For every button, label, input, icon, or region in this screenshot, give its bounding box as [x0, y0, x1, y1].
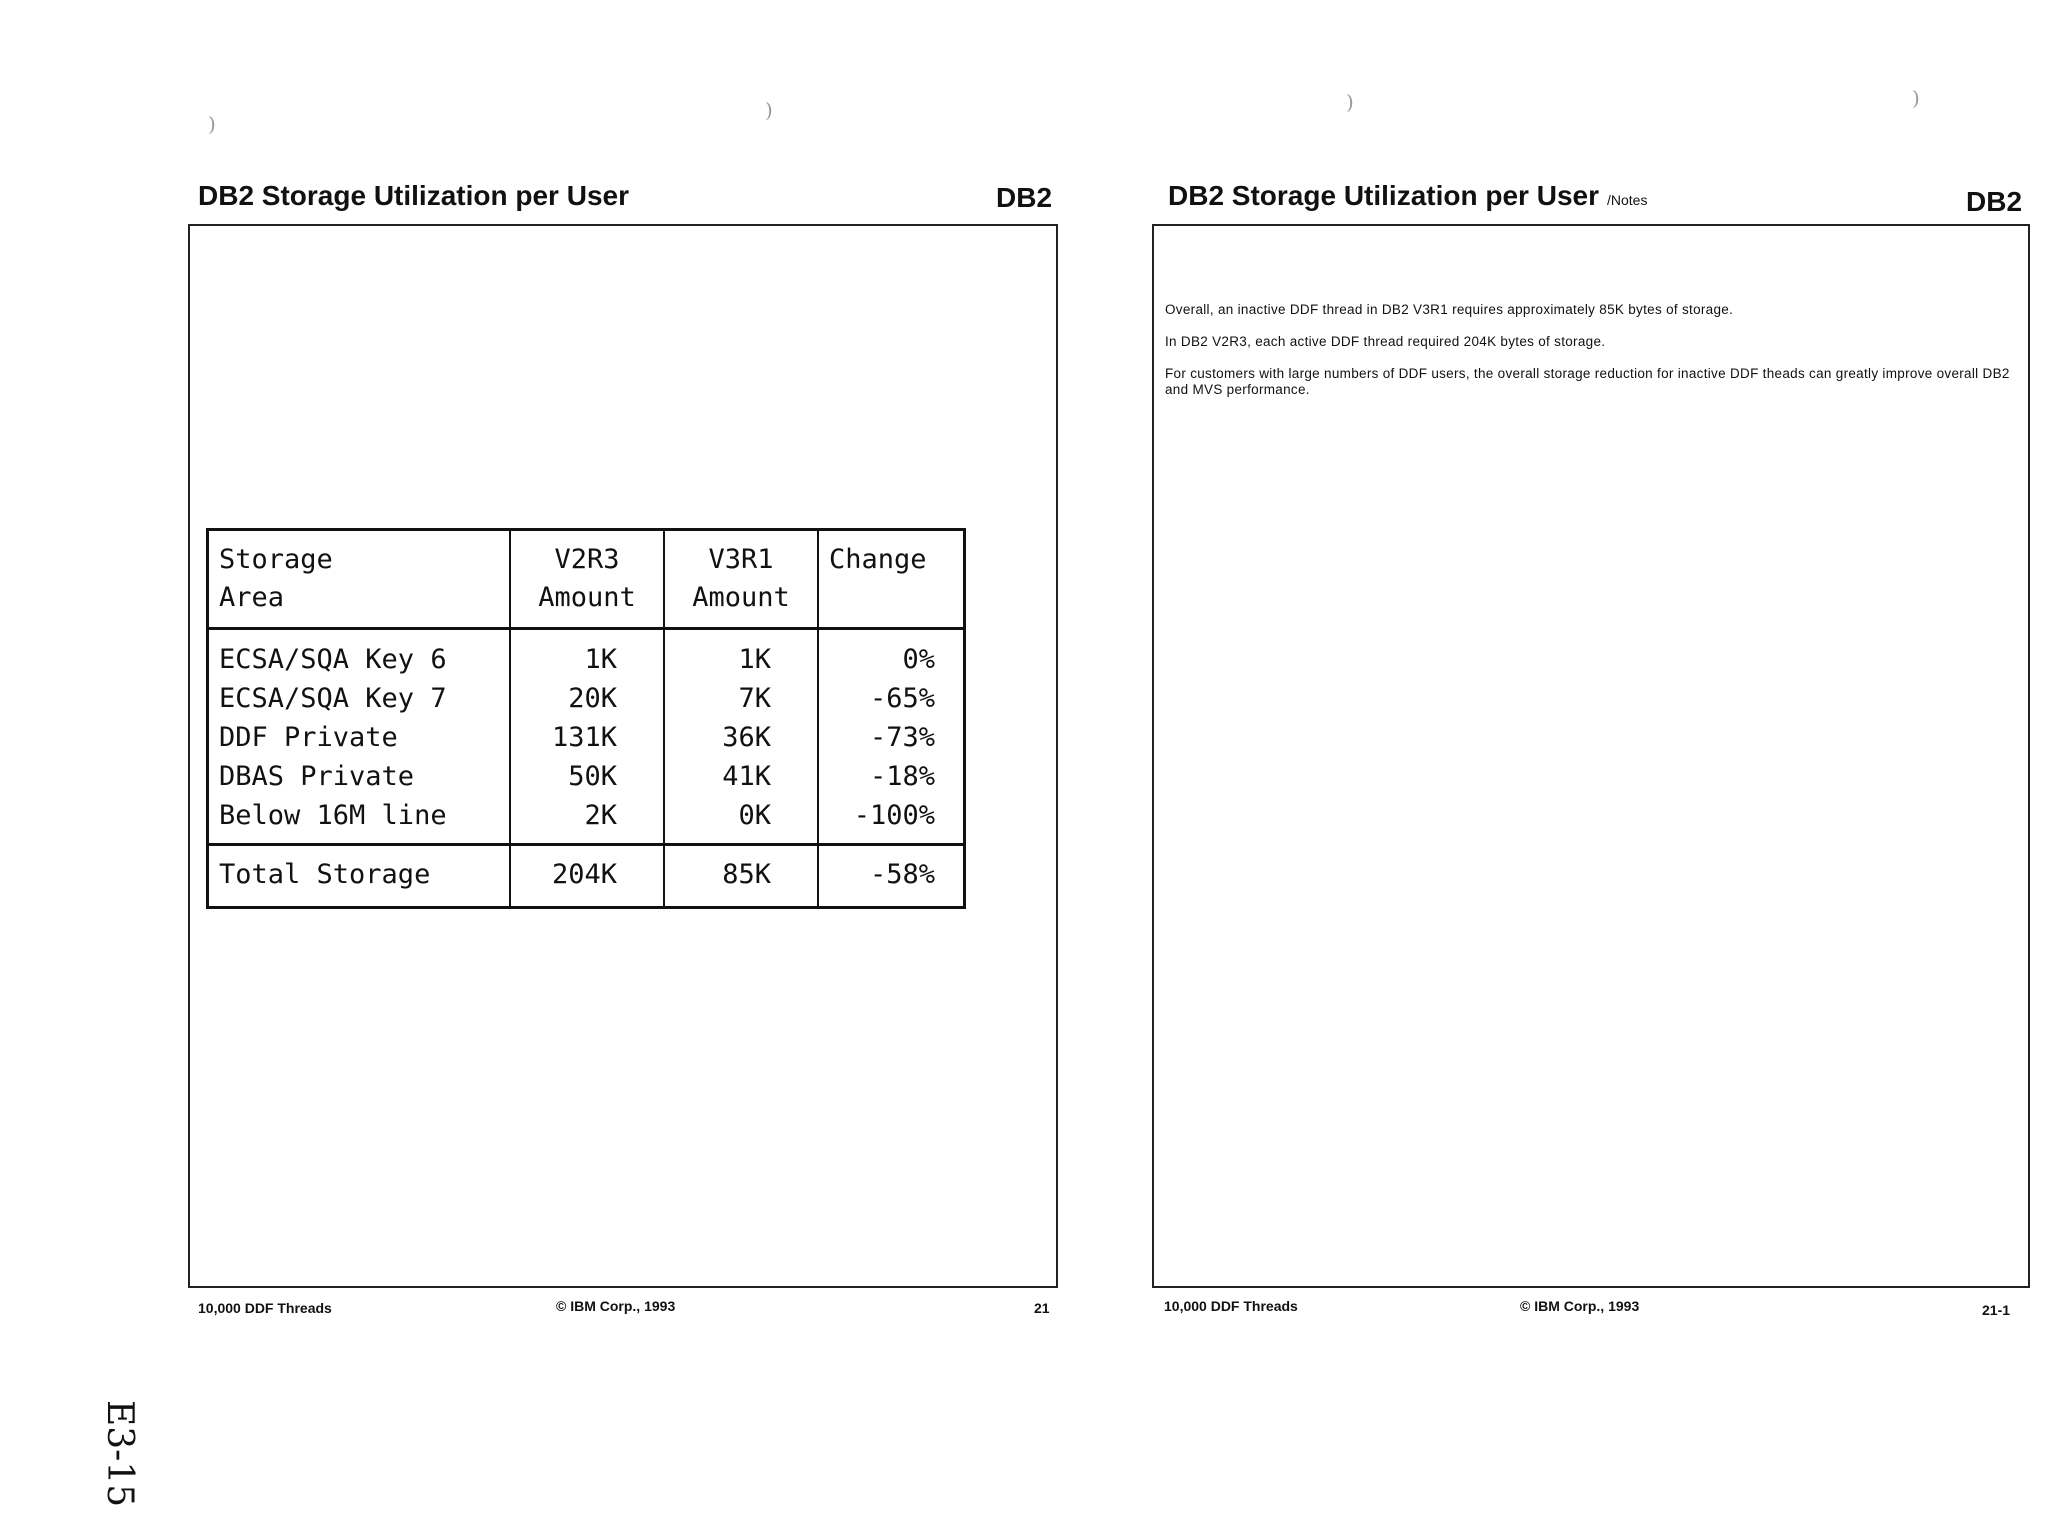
right-footer-copyright: © IBM Corp., 1993 — [1520, 1298, 1640, 1314]
total-v3r1: 85K — [664, 845, 818, 908]
cell-v2r3: 2K — [510, 796, 664, 845]
side-page-label: E3-15 — [99, 1400, 140, 1508]
cell-v3r1: 7K — [664, 679, 818, 718]
cell-v2r3: 50K — [510, 757, 664, 796]
cell-area: DDF Private — [208, 718, 511, 757]
cell-change: 0% — [818, 629, 965, 680]
cell-area: ECSA/SQA Key 7 — [208, 679, 511, 718]
header-v3r1-amount: V3R1 Amount — [664, 530, 818, 629]
note-paragraph: In DB2 V2R3, each active DDF thread required 204K bytes of storage. — [1165, 334, 1606, 349]
right-page-title-text: DB2 Storage Utilization per User — [1168, 180, 1599, 211]
table-row — [208, 757, 965, 796]
cell-v2r3: 20K — [510, 679, 664, 718]
left-footer-copyright: © IBM Corp., 1993 — [556, 1298, 676, 1314]
table-header-row — [208, 530, 965, 629]
total-v2r3: 204K — [510, 845, 664, 908]
cell-v2r3: 1K — [510, 629, 664, 680]
table-total-row — [208, 845, 965, 908]
left-footer-label: 10,000 DDF Threads — [198, 1300, 332, 1316]
right-page-title-suffix: /Notes — [1606, 192, 1648, 208]
left-page-title: DB2 Storage Utilization per User — [198, 180, 629, 211]
table-row — [208, 629, 965, 680]
right-page-tag: DB2 — [1966, 186, 2023, 217]
header-v2r3-amount: V2R3 Amount — [510, 530, 664, 629]
table-row — [208, 679, 965, 718]
scan-mark: ) — [765, 98, 773, 122]
total-change: -58% — [818, 845, 965, 908]
cell-v2r3: 131K — [510, 718, 664, 757]
storage-comparison-table — [206, 528, 966, 909]
cell-v3r1: 1K — [664, 629, 818, 680]
cell-v3r1: 36K — [664, 718, 818, 757]
cell-area: DBAS Private — [208, 757, 511, 796]
left-footer-page-number: 21 — [1034, 1300, 1050, 1316]
cell-area: ECSA/SQA Key 6 — [208, 629, 511, 680]
scan-mark: ) — [1346, 90, 1354, 114]
cell-v3r1: 41K — [664, 757, 818, 796]
table-row — [208, 796, 965, 845]
right-page-title — [1168, 180, 1647, 212]
cell-v3r1: 0K — [664, 796, 818, 845]
note-paragraph: Overall, an inactive DDF thread in DB2 V3R1 requires approximately 85K bytes of storage. — [1165, 302, 1734, 317]
scan-mark: ) — [1912, 86, 1920, 110]
notes-body — [1165, 302, 2015, 414]
cell-change: -100% — [818, 796, 965, 845]
table-row — [208, 718, 965, 757]
right-footer-page-number: 21-1 — [1982, 1302, 2011, 1318]
total-area: Total Storage — [208, 845, 511, 908]
cell-change: -18% — [818, 757, 965, 796]
header-storage-area: Storage Area — [208, 530, 511, 629]
note-paragraph: For customers with large numbers of DDF users, the overall storage reduction for inactive DDF theads can greatly improve overall DB2 and MVS performance. — [1165, 366, 2010, 397]
cell-change: -73% — [818, 718, 965, 757]
cell-change: -65% — [818, 679, 965, 718]
header-change: Change — [818, 530, 965, 629]
cell-area: Below 16M line — [208, 796, 511, 845]
left-page-tag: DB2 — [996, 182, 1053, 213]
scan-mark: ) — [208, 112, 216, 136]
right-footer-label: 10,000 DDF Threads — [1164, 1298, 1298, 1314]
